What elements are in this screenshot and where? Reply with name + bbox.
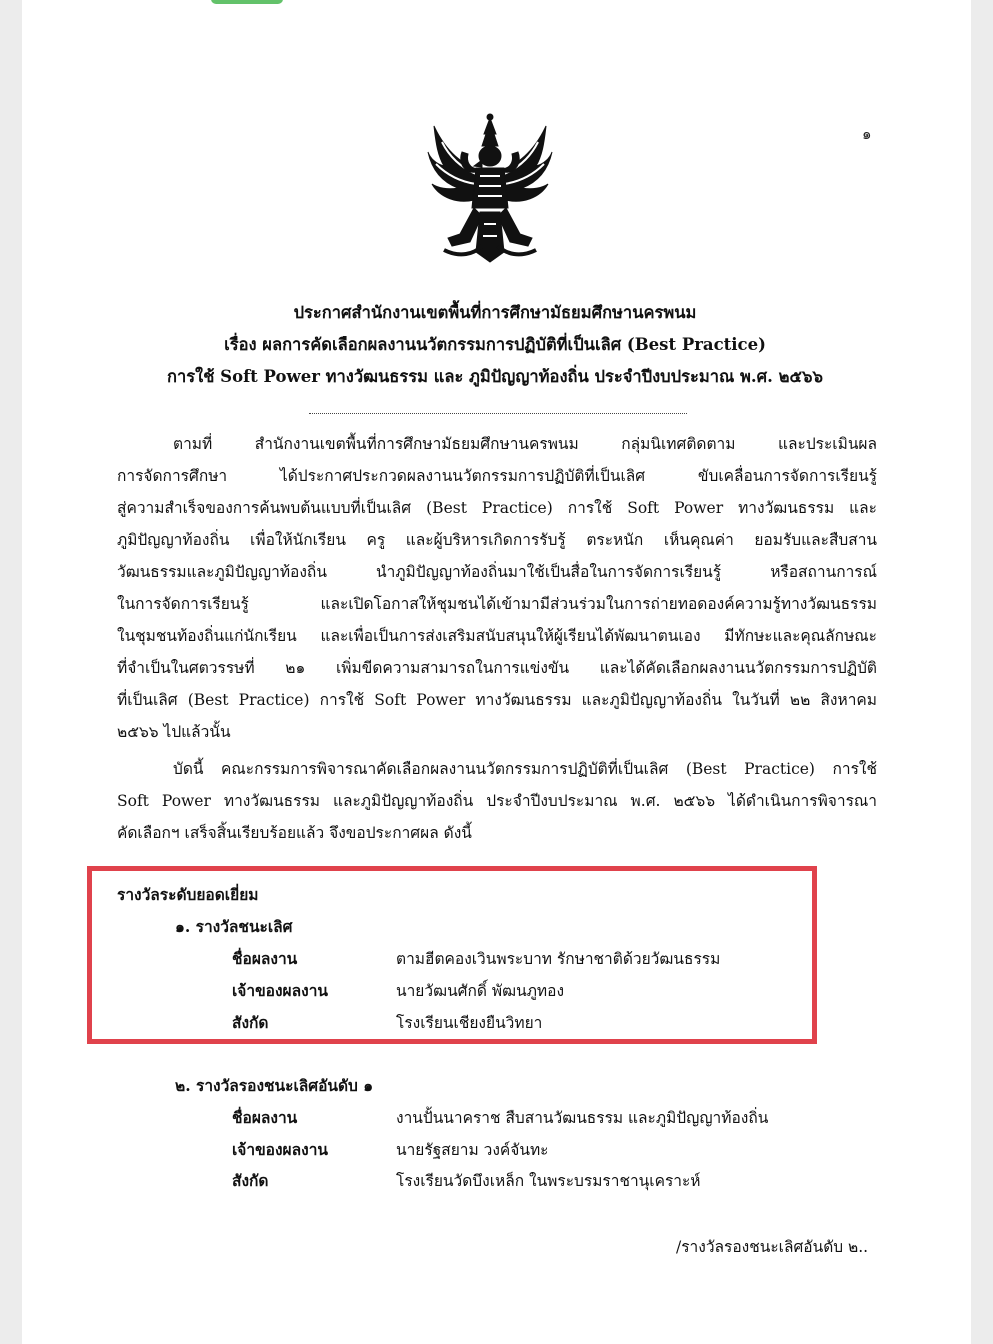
paragraph-line: บัดนี้ คณะกรรมการพิจารณาคัดเลือกผลงานนวัตกรรมการปฏิบัติที่เป็นเลิศ (Best Practice) การใช้ — [173, 760, 877, 778]
paragraph-line: ในชุมชนท้องถิ่นแก่นักเรียน และเพื่อเป็นการส่งเสริมสนับสนุนให้ผู้เรียนได้พัฒนาตนเอง มีทักษะและคุณลักษณะ — [117, 627, 877, 645]
paragraph-line: ภูมิปัญญาท้องถิ่น เพื่อให้นักเรียน ครู และผู้บริหารเกิดการรับรู้ ตระหนัก เห็นคุณค่า ยอมรับและสืบสาน — [117, 531, 877, 549]
garuda-emblem-icon — [424, 112, 556, 264]
paragraph-line: ตามที่ สำนักงานเขตพื้นที่การศึกษามัธยมศึกษานครพนม กลุ่มนิเทศติดตาม และประเมินผล — [173, 435, 877, 453]
paragraph-line: สู่ความสำเร็จของการค้นพบต้นแบบที่เป็นเลิศ (Best Practice) การใช้ Soft Power ทางวัฒนธรรม และ — [117, 499, 877, 517]
award-1-work-label: ชื่อผลงาน — [232, 949, 298, 968]
award-1-owner: นายวัฒนศักดิ์ พัฒนภูทอง — [396, 982, 565, 1000]
award-2-affiliation-label: สังกัด — [232, 1171, 269, 1190]
award-2-work-label: ชื่อผลงาน — [232, 1108, 298, 1127]
page-number: ๑ — [862, 125, 872, 143]
continuation-note: /รางวัลรองชนะเลิศอันดับ ๒.. — [676, 1238, 869, 1256]
award-1-title: ๑. รางวัลชนะเลิศ — [175, 917, 293, 936]
award-2-owner-label: เจ้าของผลงาน — [232, 1140, 329, 1159]
award-1-affiliation-label: สังกัด — [232, 1013, 269, 1032]
paragraph-line: ที่เป็นเลิศ (Best Practice) การใช้ Soft Power ทางวัฒนธรรม และภูมิปัญญาท้องถิ่น ในวันที่ ๒๒ สิงหาคม — [117, 691, 877, 709]
paragraph-line: ๒๕๖๖ ไปแล้วนั้น — [117, 723, 231, 741]
paragraph-2 — [117, 753, 877, 849]
paragraph-line: Soft Power ทางวัฒนธรรม และภูมิปัญญาท้องถิ่น ประจำปีงบประมาณ พ.ศ. ๒๕๖๖ ได้ดำเนินการพิจารณา — [117, 792, 877, 810]
award-level-heading: รางวัลระดับยอดเยี่ยม — [117, 885, 259, 904]
award-2-work: งานปั้นนาคราช สืบสานวัฒนธรรม และภูมิปัญญาท้องถิ่น — [396, 1109, 769, 1127]
paragraph-line: วัฒนธรรมและภูมิปัญญาท้องถิ่น นำภูมิปัญญาท้องถิ่นมาใช้เป็นสื่อในการจัดการเรียนรู้ หรือสถานการณ์ — [117, 563, 877, 581]
heading-line-2: เรื่อง ผลการคัดเลือกผลงานนวัตกรรมการปฏิบัติที่เป็นเลิศ (Best Practice) — [224, 335, 766, 354]
paragraph-line: คัดเลือกฯ เสร็จสิ้นเรียบร้อยแล้ว จึงขอประกาศผล ดังนี้ — [117, 824, 472, 842]
heading-line-1: ประกาศสำนักงานเขตพื้นที่การศึกษามัธยมศึกษานครพนม — [293, 303, 697, 322]
award-1-owner-label: เจ้าของผลงาน — [232, 981, 329, 1000]
award-2-title: ๒. รางวัลรองชนะเลิศอันดับ ๑ — [175, 1076, 374, 1095]
award-2-affiliation: โรงเรียนวัดบึงเหล็ก ในพระบรมราชานุเคราะห์ — [396, 1172, 701, 1190]
paragraph-1 — [117, 428, 877, 748]
award-2-owner: นายรัฐสยาม วงค์จันทะ — [396, 1141, 549, 1159]
award-1-affiliation: โรงเรียนเชียงยืนวิทยา — [396, 1014, 543, 1032]
paragraph-line: ในการจัดการเรียนรู้ และเปิดโอกาสให้ชุมชนได้เข้ามามีส่วนร่วมในการถ่ายทอดองค์ความรู้ทางวัฒนธรรม — [117, 595, 877, 613]
dotted-divider — [309, 413, 687, 416]
award-1-work: ตามฮีตคองเวินพระบาท รักษาชาติด้วยวัฒนธรรม — [396, 950, 721, 968]
paragraph-line: ที่จำเป็นในศตวรรษที่ ๒๑ เพิ่มขีดความสามารถในการแข่งขัน และได้คัดเลือกผลงานนวัตกรรมการปฏิบัติ — [117, 659, 877, 677]
heading-line-3: การใช้ Soft Power ทางวัฒนธรรม และ ภูมิปัญญาท้องถิ่น ประจำปีงบประมาณ พ.ศ. ๒๕๖๖ — [167, 367, 823, 386]
paragraph-line: การจัดการศึกษา ได้ประกาศประกวดผลงานนวัตกรรมการปฏิบัติที่เป็นเลิศ ขับเคลื่อนการจัดการเรียนรู้ — [117, 467, 877, 485]
green-tab[interactable] — [211, 0, 283, 4]
